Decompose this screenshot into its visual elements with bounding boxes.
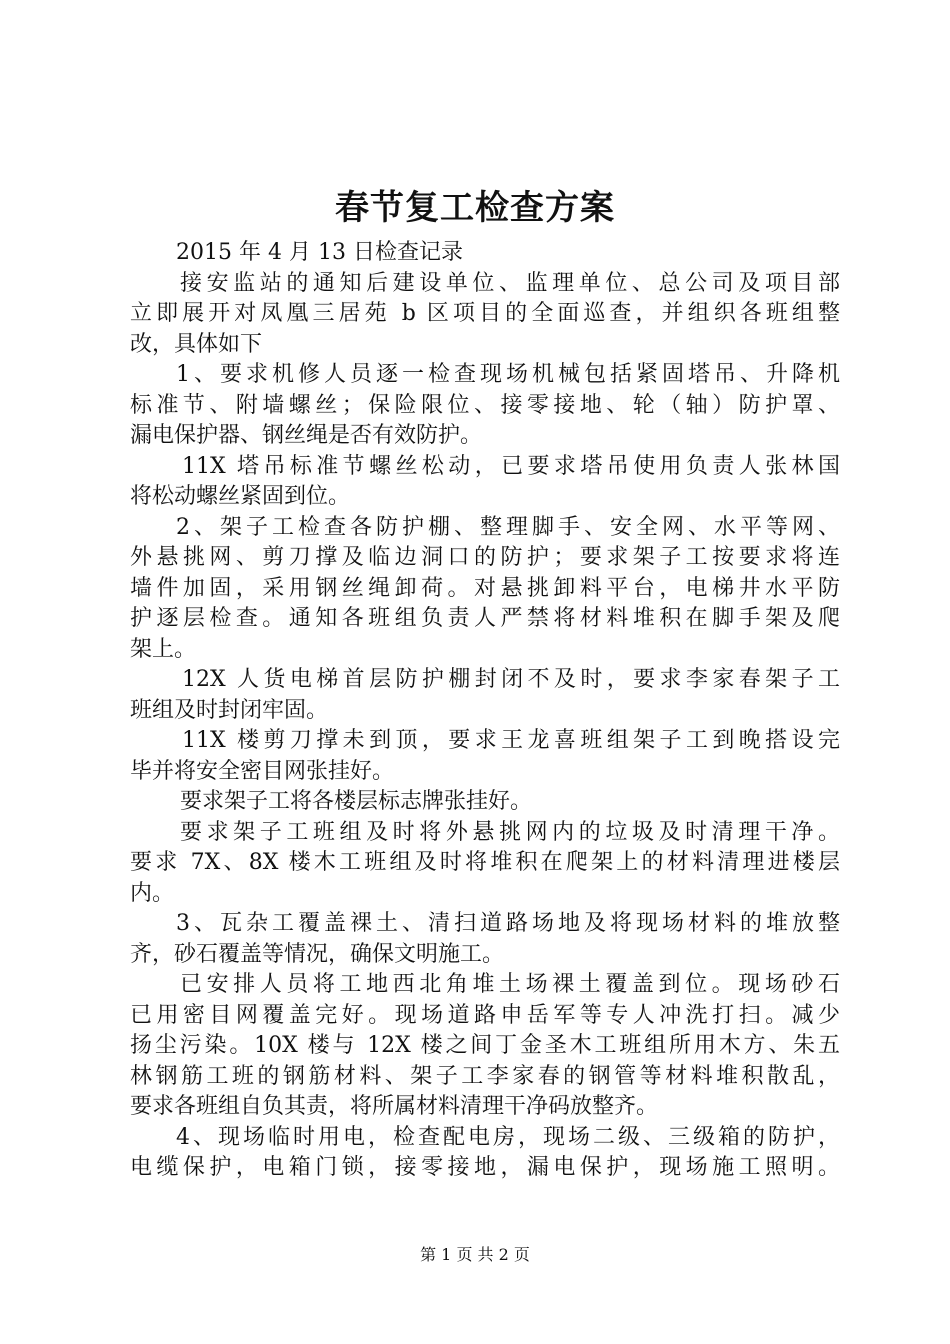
document-title: 春节复工检查方案 (335, 188, 615, 228)
paragraph-line: 内。 (130, 880, 175, 906)
paragraph-line: 11X 塔吊标准节螺丝松动，已要求塔吊使用负责人张林国 (182, 453, 840, 479)
paragraph-line: 12X 人货电梯首层防护棚封闭不及时，要求李家春架子工 (182, 667, 840, 692)
paragraph-line: 要求各班组自负其责，将所属材料清理干净码放整齐。 (130, 1094, 659, 1119)
paragraph-line: 标准节、附墙螺丝；保险限位、接零接地、轮（轴）防护罩、 (130, 392, 840, 418)
paragraph-line: 齐，砂石覆盖等情况，确保文明施工。 (130, 941, 505, 967)
paragraph-line: 将松动螺丝紧固到位。 (130, 484, 351, 509)
paragraph-line: 扬尘污染。10X 楼与 12X 楼之间丁金圣木工班组所用木方、朱五 (130, 1033, 840, 1058)
paragraph-line: 3、瓦杂工覆盖裸土、清扫道路场地及将现场材料的堆放整 (176, 911, 840, 936)
paragraph-line: 11X 楼剪刀撑未到顶，要求王龙喜班组架子工到晚搭设完 (182, 728, 840, 753)
paragraph-line: 已用密目网覆盖完好。现场道路申岳军等专人冲洗打扫。减少 (130, 1002, 840, 1028)
paragraph-line: 漏电保护器、钢丝绳是否有效防护。 (130, 423, 483, 448)
document-body (130, 238, 840, 1184)
paragraph-line: 2、架子工检查各防护棚、整理脚手、安全网、水平等网、 (176, 514, 840, 540)
paragraph-line: 立即展开对凤凰三居苑 b 区项目的全面巡查，并组织各班组整 (130, 301, 840, 326)
paragraph-line: 林钢筋工班的钢筋材料、架子工李家春的钢管等材料堆积散乱， (130, 1063, 840, 1089)
paragraph-line: 班组及时封闭牢固。 (130, 697, 329, 723)
paragraph-line: 外悬挑网、剪刀撑及临边洞口的防护；要求架子工按要求将连 (130, 545, 840, 570)
paragraph-line: 要求架子工将各楼层标志牌张挂好。 (180, 789, 533, 814)
paragraph-line: 电缆保护，电箱门锁，接零接地，漏电保护，现场施工照明。 (130, 1155, 840, 1180)
paragraph-line: 4、现场临时用电，检查配电房，现场二级、三级箱的防护， (176, 1124, 840, 1150)
paragraph-line: 要求架子工班组及时将外悬挑网内的垃圾及时清理干净。 (180, 819, 840, 845)
paragraph-line: 接安监站的通知后建设单位、监理单位、总公司及项目部 (180, 270, 840, 296)
paragraph-line: 墙件加固，采用钢丝绳卸荷。对悬挑卸料平台，电梯井水平防 (130, 575, 840, 601)
paragraph-line: 1、要求机修人员逐一检查现场机械包括紧固塔吊、升降机 (176, 362, 840, 387)
page-footer: 第 1 页 共 2 页 (420, 1245, 530, 1264)
paragraph-line: 要求 7X、8X 楼木工班组及时将堆积在爬架上的材料清理进楼层 (130, 850, 840, 875)
paragraph-line: 架上。 (130, 636, 197, 662)
paragraph-line: 护逐层检查。通知各班组负责人严禁将材料堆积在脚手架及爬 (130, 606, 840, 631)
paragraph-line: 毕并将安全密目网张挂好。 (130, 758, 395, 784)
paragraph-line: 已安排人员将工地西北角堆土场裸土覆盖到位。现场砂石 (180, 972, 840, 997)
paragraph-line: 2015 年 4 月 13 日检查记录 (176, 240, 463, 265)
paragraph-line: 改，具体如下 (130, 331, 263, 357)
